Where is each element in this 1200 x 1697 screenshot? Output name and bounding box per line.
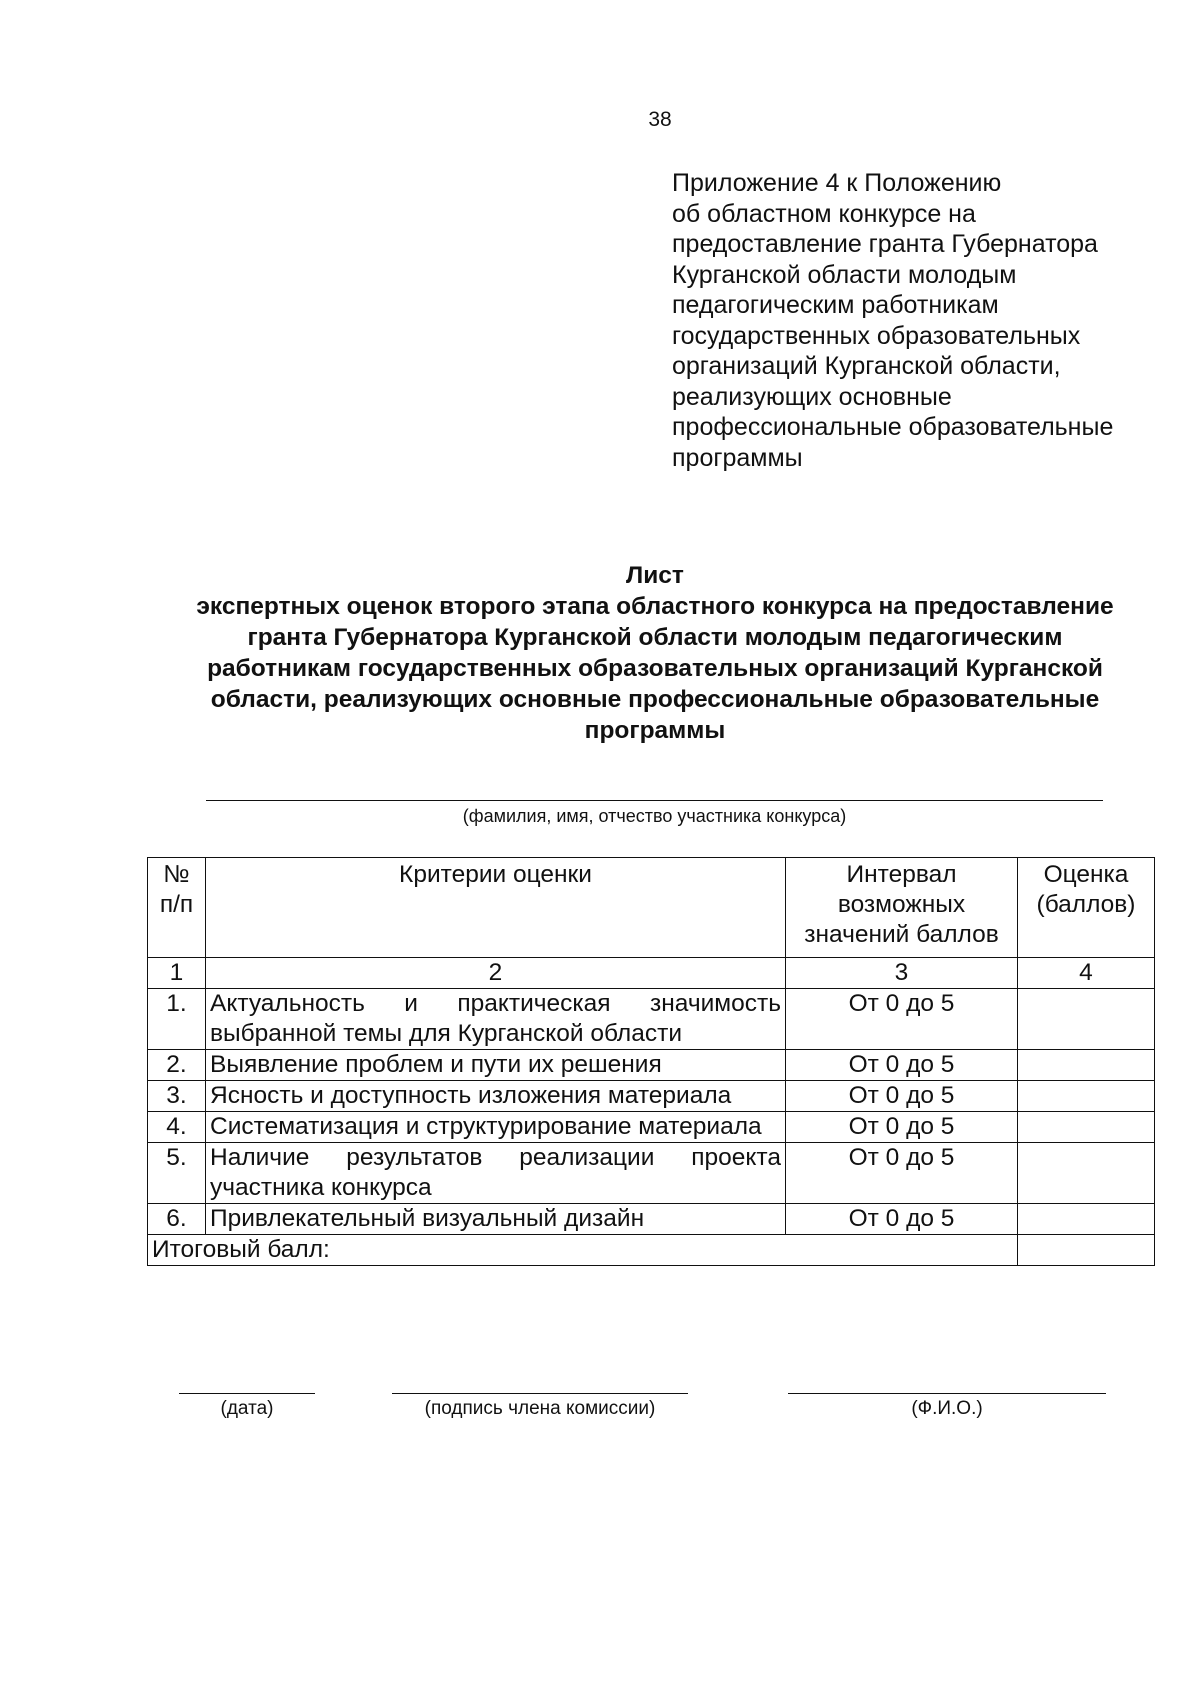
participant-caption: (фамилия, имя, отчество участника конкурса) bbox=[462, 806, 847, 826]
full-name-caption: (Ф.И.О.) bbox=[911, 1398, 983, 1419]
row-score-cell[interactable] bbox=[1018, 1143, 1155, 1204]
header-criteria: Критерии оценки bbox=[206, 858, 786, 958]
row-criterion: Привлекательный визуальный дизайн bbox=[206, 1204, 786, 1235]
row-criterion: Систематизация и структурирование материала bbox=[206, 1112, 786, 1143]
date-caption: (дата) bbox=[220, 1398, 274, 1419]
full-name-field[interactable] bbox=[788, 1393, 1106, 1394]
row-number: 6. bbox=[148, 1204, 206, 1235]
total-score-cell[interactable] bbox=[1018, 1235, 1155, 1266]
title-heading: Лист bbox=[626, 562, 684, 589]
appendix-line: организаций Курганской области, bbox=[672, 352, 1061, 380]
row-score-cell[interactable] bbox=[1018, 1050, 1155, 1081]
row-number: 2. bbox=[148, 1050, 206, 1081]
appendix-line: об областном конкурсе на bbox=[672, 199, 976, 228]
appendix-line: Курганской области молодым bbox=[672, 260, 1017, 289]
table-row bbox=[148, 1081, 1155, 1112]
criteria-table bbox=[147, 857, 1155, 1266]
table-row bbox=[148, 1204, 1155, 1235]
appendix-line: программы bbox=[672, 443, 803, 472]
row-interval: От 0 до 5 bbox=[786, 1143, 1018, 1204]
title-line: области, реализующих основные профессиональные образовательные bbox=[210, 686, 1100, 713]
row-score-cell[interactable] bbox=[1018, 1081, 1155, 1112]
row-score-cell[interactable] bbox=[1018, 1112, 1155, 1143]
row-criterion: Ясность и доступность изложения материала bbox=[206, 1081, 786, 1112]
column-number-row bbox=[148, 958, 1155, 989]
row-interval: От 0 до 5 bbox=[786, 1050, 1018, 1081]
appendix-line: педагогическим работникам bbox=[672, 291, 999, 319]
document-title bbox=[140, 560, 1170, 746]
row-number: 4. bbox=[148, 1112, 206, 1143]
header-interval: Интервал возможных значений баллов bbox=[786, 858, 1018, 958]
date-field[interactable] bbox=[179, 1393, 315, 1394]
total-row bbox=[148, 1235, 1155, 1266]
table-row bbox=[148, 989, 1155, 1050]
signature-caption: (подпись члена комиссии) bbox=[424, 1398, 656, 1419]
appendix-line: реализующих основные bbox=[672, 382, 952, 411]
row-number: 1. bbox=[148, 989, 206, 1050]
appendix-note bbox=[672, 168, 1152, 473]
row-interval: От 0 до 5 bbox=[786, 989, 1018, 1050]
column-number: 1 bbox=[148, 958, 206, 989]
row-number: 3. bbox=[148, 1081, 206, 1112]
appendix-line: государственных образовательных bbox=[672, 321, 1081, 350]
participant-name-field[interactable] bbox=[206, 800, 1103, 801]
row-interval: От 0 до 5 bbox=[786, 1081, 1018, 1112]
row-interval: От 0 до 5 bbox=[786, 1204, 1018, 1235]
column-number: 2 bbox=[206, 958, 786, 989]
table-row bbox=[148, 1143, 1155, 1204]
title-line: работникам государственных образовательных организаций Курганской bbox=[207, 655, 1103, 682]
title-line: экспертных оценок второго этапа областного конкурса на предоставление bbox=[196, 593, 1114, 620]
page-number: 38 bbox=[648, 108, 672, 131]
title-line: программы bbox=[584, 717, 726, 744]
row-criterion: Выявление проблем и пути их решения bbox=[206, 1050, 786, 1081]
appendix-line: Приложение 4 к Положению bbox=[672, 169, 1002, 197]
signature-field[interactable] bbox=[392, 1393, 688, 1394]
column-number: 4 bbox=[1018, 958, 1155, 989]
row-interval: От 0 до 5 bbox=[786, 1112, 1018, 1143]
column-number: 3 bbox=[786, 958, 1018, 989]
table-row bbox=[148, 1112, 1155, 1143]
total-label: Итоговый балл: bbox=[148, 1235, 1018, 1266]
row-criterion: Актуальность и практическая значимость выбранной темы для Курганской области bbox=[206, 989, 786, 1050]
header-score: Оценка (баллов) bbox=[1018, 858, 1155, 958]
row-score-cell[interactable] bbox=[1018, 1204, 1155, 1235]
appendix-line: предоставление гранта Губернатора bbox=[672, 230, 1098, 258]
row-criterion: Наличие результатов реализации проекта участника конкурса bbox=[206, 1143, 786, 1204]
title-line: гранта Губернатора Курганской области молодым педагогическим bbox=[247, 624, 1063, 651]
row-score-cell[interactable] bbox=[1018, 989, 1155, 1050]
appendix-line: профессиональные образовательные bbox=[672, 413, 1114, 441]
row-number: 5. bbox=[148, 1143, 206, 1204]
header-number: № п/п bbox=[148, 858, 206, 958]
table-header-row bbox=[148, 858, 1155, 958]
table-row bbox=[148, 1050, 1155, 1081]
